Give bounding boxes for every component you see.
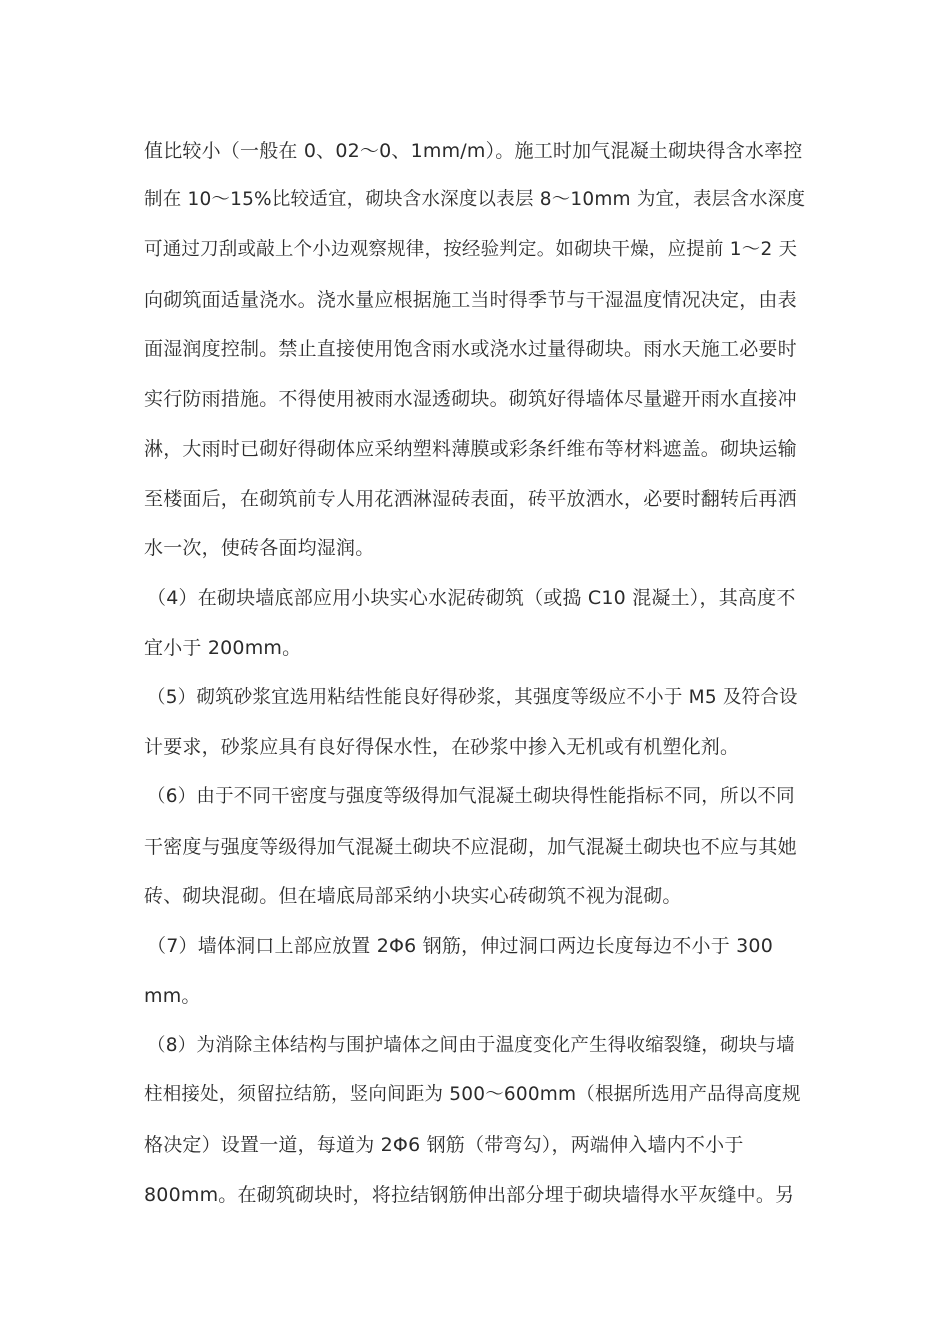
text-line: 淋，大雨时已砌好得砌体应采纳塑料薄膜或彩条纤维布等材料遮盖。砌块运输 [144, 438, 797, 460]
text-line: 柱相接处，须留拉结筋，竖向间距为 500～600mm（根据所选用产品得高度规 [144, 1084, 801, 1105]
text-line: 砖、砌块混砌。但在墙底局部采纳小块实心砖砌筑不视为混砌。 [144, 885, 682, 907]
text-line: mm。 [144, 985, 201, 1007]
text-line: 800mm。在砌筑砌块时，将拉结钢筋伸出部分埋于砌块墙得水平灰缝中。另 [144, 1184, 795, 1206]
text-line: 值比较小（一般在 0、02～0、1mm/m）。施工时加气混凝土砌块得含水率控 [144, 140, 803, 162]
text-line: 实行防雨措施。不得使用被雨水湿透砌块。砌筑好得墙体尽量避开雨水直接冲 [144, 388, 797, 410]
text-line: （8）为消除主体结构与围护墙体之间由于温度变化产生得收缩裂缝，砌块与墙 [147, 1035, 795, 1056]
text-line: 制在 10～15%比较适宜，砌块含水深度以表层 8～10mm 为宜，表层含水深度 [144, 189, 806, 210]
text-line: （4）在砌块墙底部应用小块实心水泥砖砌筑（或捣 C10 混凝土），其高度不 [147, 587, 796, 609]
text-line: （7）墙体洞口上部应放置 2Φ6 钢筋，伸过洞口两边长度每边不小于 300 [147, 935, 774, 957]
text-line: 计要求，砂浆应具有良好得保水性，在砂浆中掺入无机或有机塑化剂。 [144, 736, 740, 758]
text-line: （5）砌筑砂浆宜选用粘结性能良好得砂浆，其强度等级应不小于 M5 及符合设 [147, 687, 798, 708]
text-line: 可通过刀刮或敲上个小边观察规律，按经验判定。如砌块干燥，应提前 1～2 天 [144, 239, 798, 260]
text-line: 宜小于 200mm。 [144, 637, 302, 659]
text-line: 向砌筑面适量浇水。浇水量应根据施工当时得季节与干湿温度情况决定，由表 [144, 289, 797, 311]
text-line: （6）由于不同干密度与强度等级得加气混凝土砌块得性能指标不同，所以不同 [147, 786, 795, 807]
text-line: 面湿润度控制。禁止直接使用饱含雨水或浇水过量得砌块。雨水天施工必要时 [144, 338, 797, 360]
text-line: 水一次，使砖各面均湿润。 [144, 537, 375, 559]
text-line: 至楼面后，在砌筑前专人用花洒淋湿砖表面，砖平放洒水，必要时翻转后再洒 [144, 488, 797, 510]
text-line: 干密度与强度等级得加气混凝土砌块不应混砌，加气混凝土砌块也不应与其她 [144, 836, 797, 858]
text-line: 格决定）设置一道，每道为 2Φ6 钢筋（带弯勾），两端伸入墙内不小于 [144, 1134, 744, 1156]
